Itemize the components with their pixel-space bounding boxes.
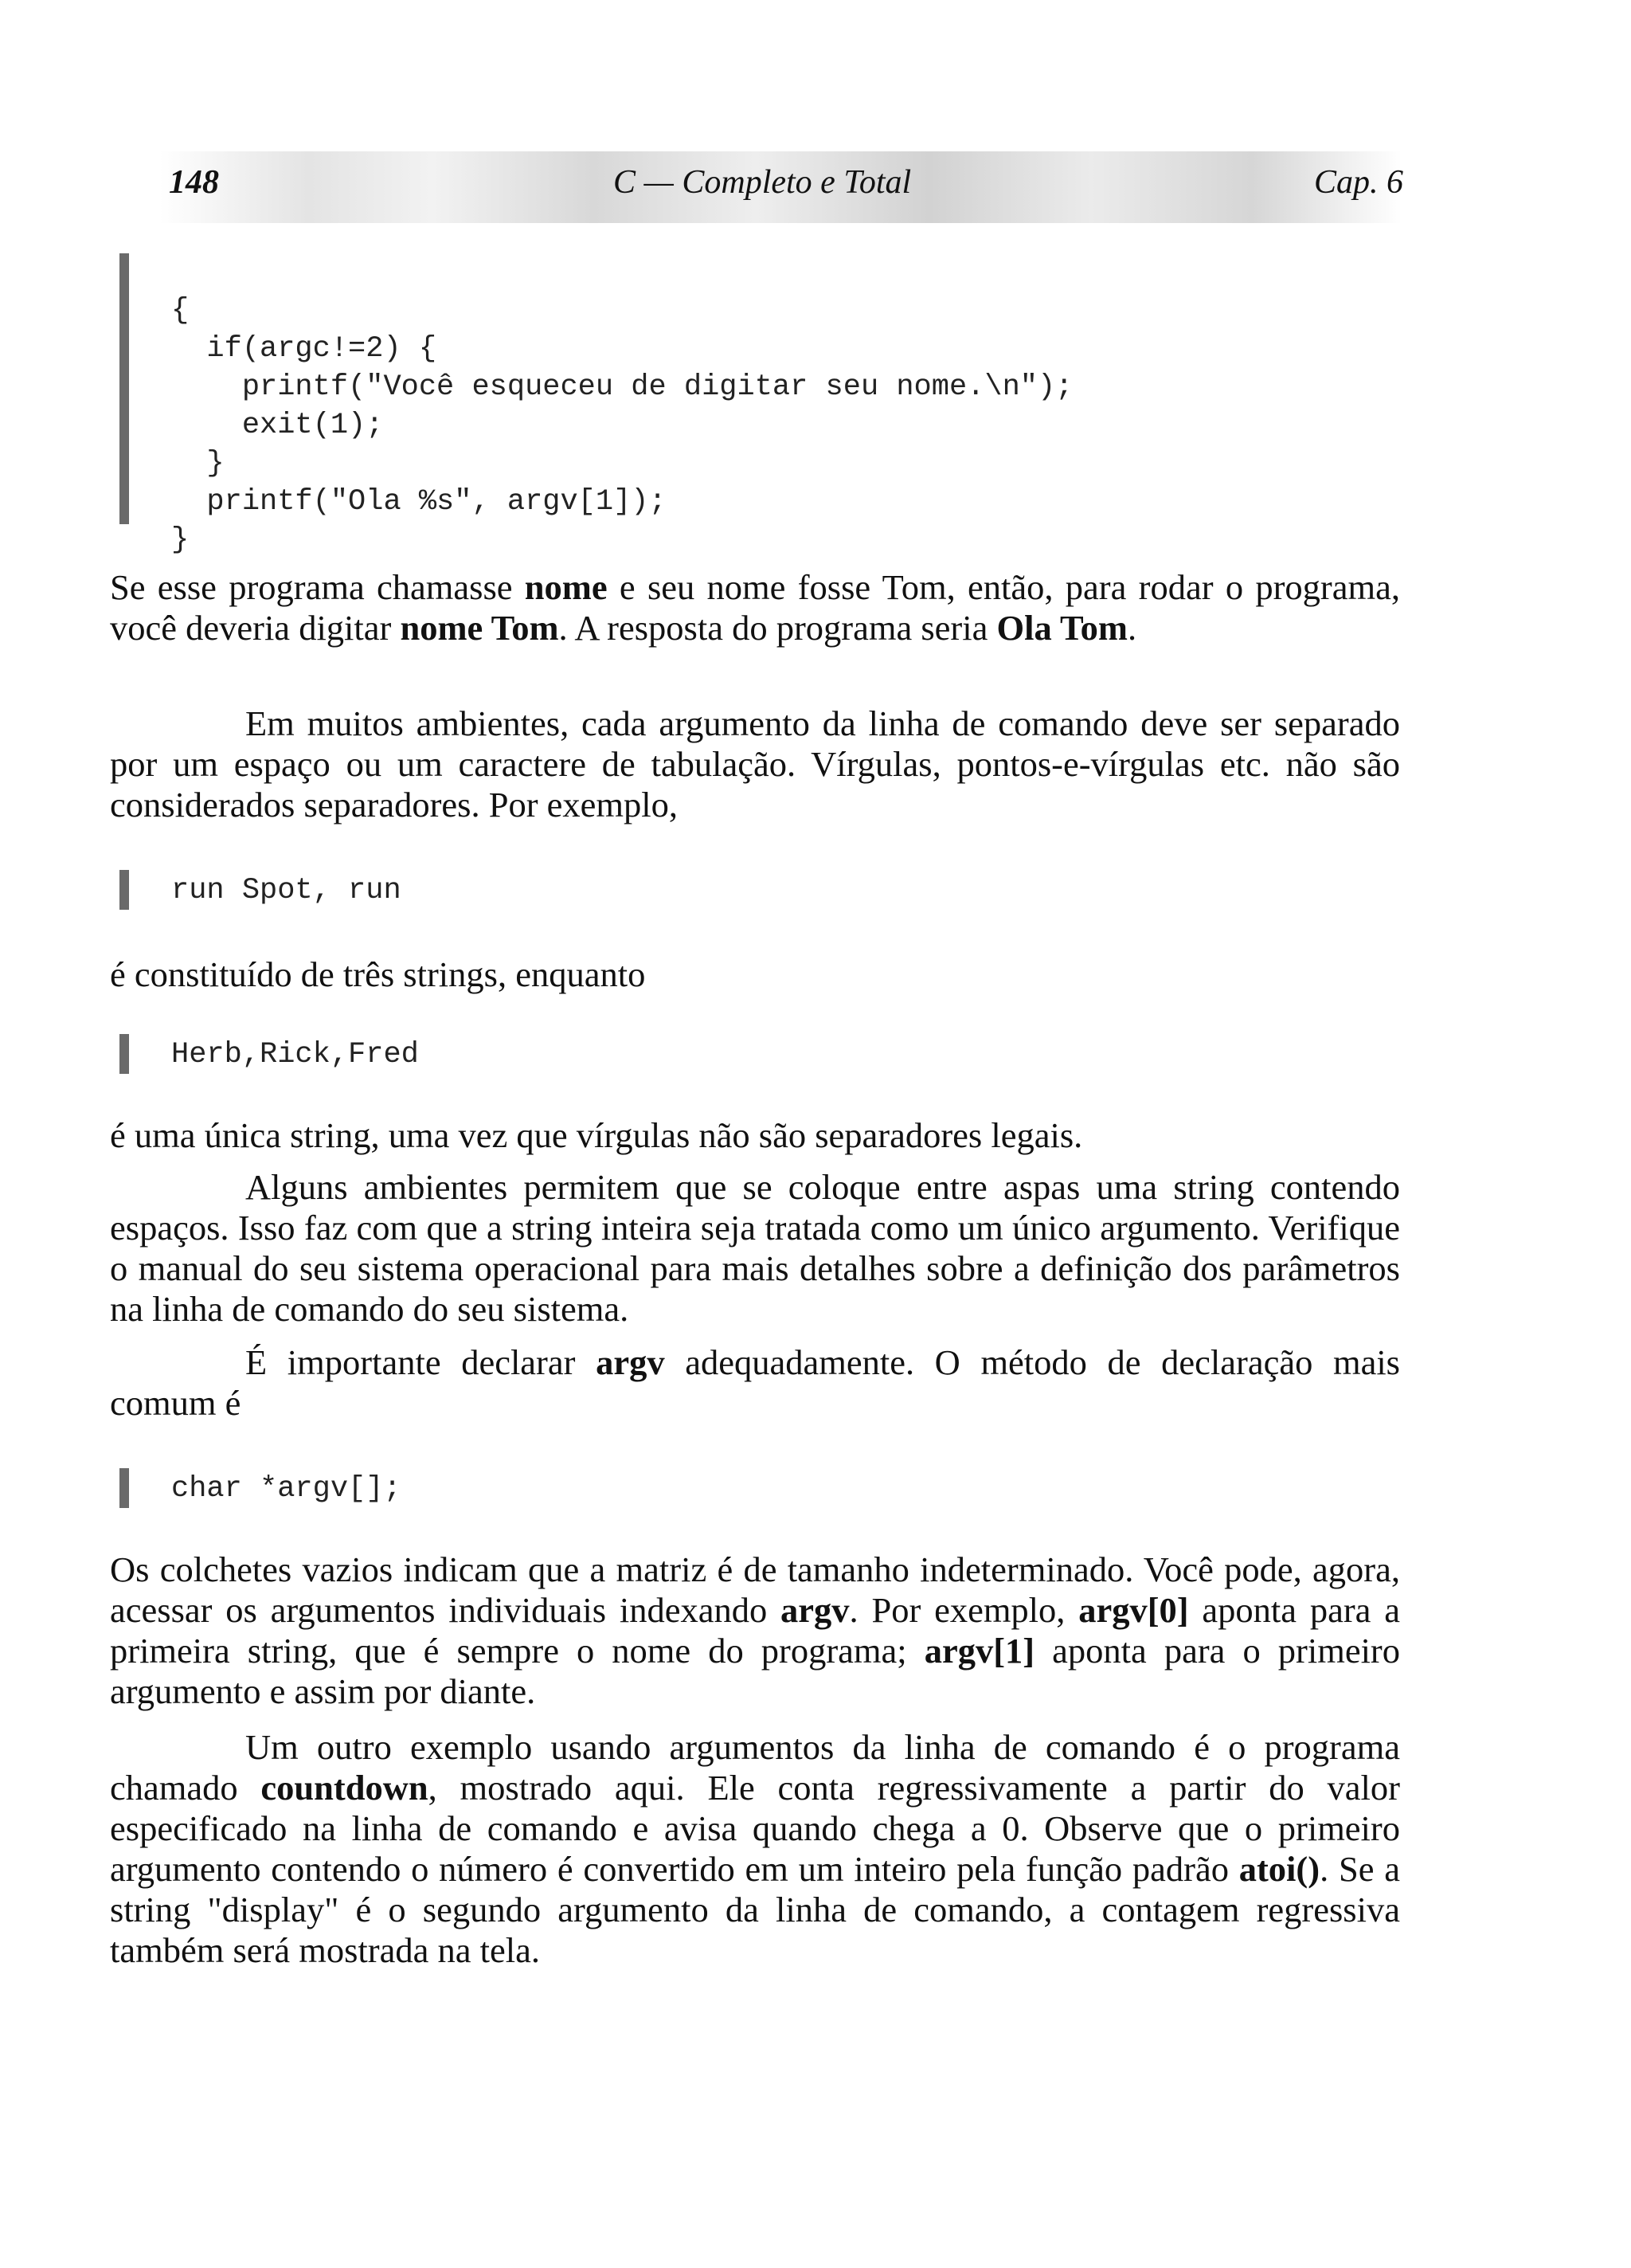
- code-block-marker: [119, 870, 129, 910]
- paragraph: Em muitos ambientes, cada argumento da linha de comando deve ser separado por um espaço ou um caractere de tabulação. Vírgulas, pontos-e-vírgulas etc. não são considerados separadores. Por exemplo,: [110, 703, 1400, 825]
- paragraph: É importante declarar argv adequadamente. O método de declaração mais comum é: [110, 1342, 1401, 1423]
- code-snippet: run Spot, run: [171, 874, 401, 907]
- code-block-marker: [119, 253, 129, 524]
- page-number: 148: [169, 164, 219, 201]
- code-block-main: [171, 253, 1073, 597]
- code-line: exit(1);: [171, 409, 384, 442]
- code-block-marker: [119, 1034, 129, 1074]
- code-line: {: [171, 294, 190, 327]
- code-line: if(argc!=2) {: [171, 332, 437, 366]
- chapter-label: Cap. 6: [1314, 164, 1404, 201]
- paragraph: Se esse programa chamasse nome e seu nome fosse Tom, então, para rodar o programa, você deveria digitar nome Tom. A resposta do programa seria Ola Tom.: [110, 567, 1400, 648]
- code-snippet: Herb,Rick,Fred: [171, 1038, 419, 1071]
- code-block-marker: [119, 1468, 129, 1508]
- code-line: }: [171, 523, 190, 557]
- paragraph: Um outro exemplo usando argumentos da linha de comando é o programa chamado countdown, mostrado aqui. Ele conta regressivamente a partir do valor especificado na linha de comando e avisa quando chega a 0. Observe que o primeiro argumento contendo o número é convertido em um inteiro pela função padrão atoi(). Se a string "display" é o segundo argumento da linha de comando, a contagem regressiva também será mostrada na tela.: [110, 1727, 1400, 1970]
- code-line: }: [171, 447, 225, 480]
- paragraph: Alguns ambientes permitem que se coloque entre aspas uma string contendo espaços. Isso faz com que a string inteira seja tratada como um único argumento. Verifique o manual do seu sistema operacional para mais detalhes sobre a definição dos parâmetros na linha de comando do seu sistema.: [110, 1167, 1400, 1329]
- paragraph: é constituído de três strings, enquanto: [110, 954, 646, 994]
- code-line: printf("Você esqueceu de digitar seu nome.\n");: [171, 370, 1074, 404]
- code-snippet: char *argv[];: [171, 1472, 401, 1506]
- paragraph: Os colchetes vazios indicam que a matriz é de tamanho indeterminado. Você pode, agora, acessar os argumentos individuais indexando argv. Por exemplo, argv[0] aponta para a primeira string, que é sempre o nome do programa; argv[1] aponta para o primeiro argumento e assim por diante.: [110, 1549, 1400, 1711]
- code-line: printf("Ola %s", argv[1]);: [171, 485, 667, 519]
- book-title: C — Completo e Total: [613, 164, 912, 201]
- paragraph: é uma única string, uma vez que vírgulas não são separadores legais.: [110, 1115, 1083, 1155]
